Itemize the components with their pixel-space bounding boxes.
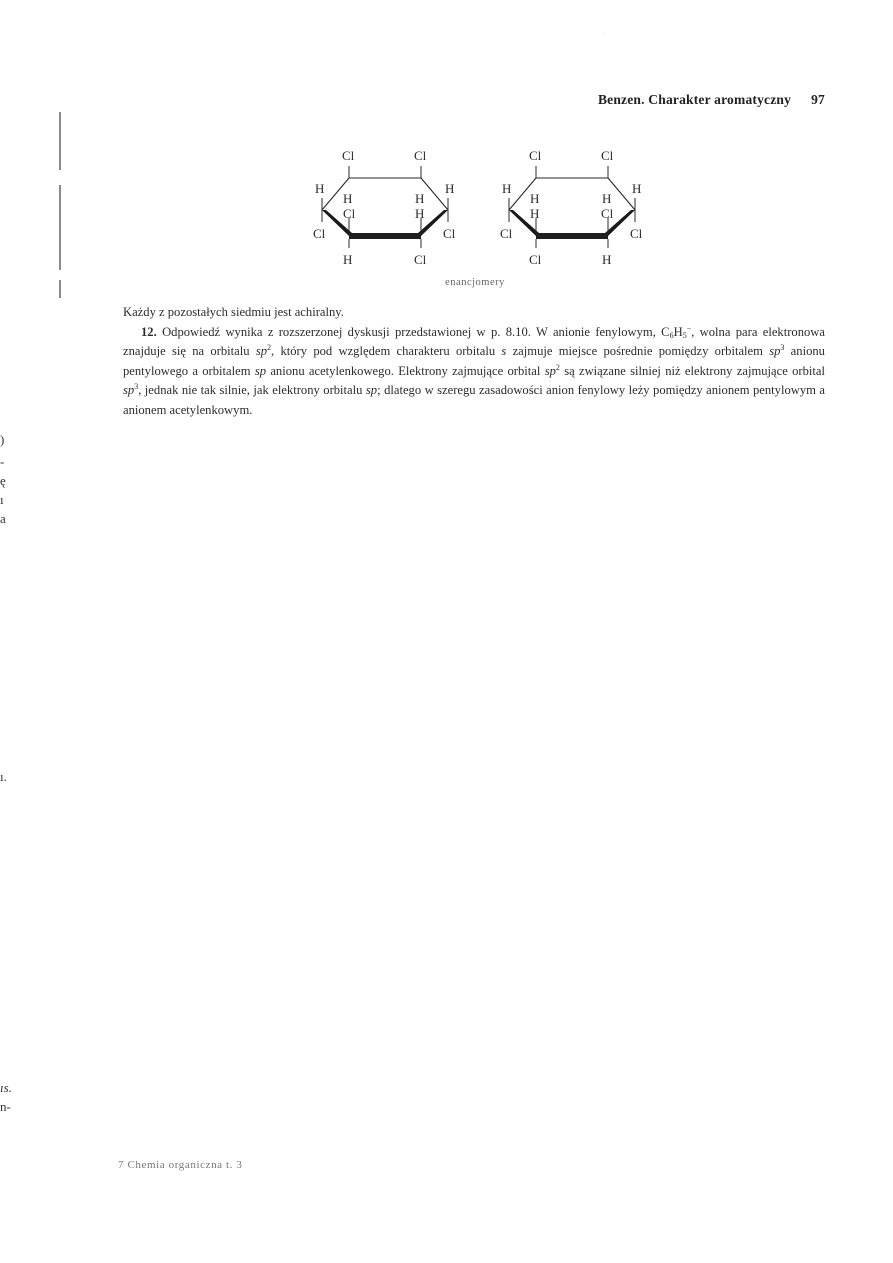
atom-label: Cl	[342, 148, 355, 163]
atom-label: Cl	[443, 226, 456, 241]
margin-fragment: )	[0, 432, 5, 447]
margin-fragment: ı.	[0, 769, 7, 784]
margin-fragment: ı	[0, 492, 4, 507]
atom-label: Cl	[500, 226, 513, 241]
atom-label: H	[530, 191, 540, 206]
atom-label: H	[315, 181, 325, 196]
page-number: 97	[811, 92, 825, 107]
atom-label: Cl	[313, 226, 326, 241]
signature-footer: 7 Chemia organiczna t. 3	[118, 1159, 243, 1171]
atom-label: Cl	[529, 252, 542, 267]
atom-label: H	[602, 252, 612, 267]
atom-label: H	[445, 181, 455, 196]
paragraph-achiral: Każdy z pozostałych siedmiu jest achiralny.	[123, 305, 344, 319]
atom-label: Cl	[601, 148, 614, 163]
running-head-title: Benzen. Charakter aromatyczny	[597, 92, 792, 107]
atom-label: H	[632, 181, 642, 196]
atom-label: Cl	[601, 206, 614, 221]
atom-label: Cl	[343, 206, 356, 221]
running-head	[540, 92, 825, 108]
atom-label: Cl	[414, 252, 427, 267]
margin-fragment: ę	[0, 473, 6, 488]
atom-label: H	[343, 191, 353, 206]
atom-label: Cl	[630, 226, 643, 241]
atom-label: H	[530, 206, 540, 221]
atom-label: Cl	[414, 148, 427, 163]
atom-label: H	[415, 191, 425, 206]
gutter-shadow-line	[59, 280, 61, 298]
atom-label: Cl	[529, 148, 542, 163]
scan-speck	[603, 33, 604, 34]
answer-number: 12.	[141, 324, 157, 339]
margin-fragment: -	[0, 454, 5, 469]
atom-label: H	[415, 206, 425, 221]
right-cyclohexane-structure	[500, 148, 643, 267]
margin-fragment: a	[0, 511, 6, 526]
atom-label: H	[343, 252, 353, 267]
margin-fragment: n-	[0, 1099, 11, 1114]
atom-label: H	[502, 181, 512, 196]
body-text	[123, 303, 825, 420]
gutter-shadow-line	[59, 185, 61, 270]
enantiomer-figure	[300, 140, 660, 290]
figure-caption: enancjomery	[445, 277, 505, 288]
margin-fragment: ıs.	[0, 1080, 12, 1095]
gutter-shadow-line	[59, 112, 61, 170]
atom-label: H	[602, 191, 612, 206]
left-cyclohexane-structure	[313, 148, 456, 267]
paragraph-answer-12: 12. Odpowiedź wynika z rozszerzonej dyskusji przedstawionej w p. 8.10. W anionie fenylowym, $C_6H_5^-$, wolna para elektronowa znajduje się na orbitalu $sp^2$, który pod względem charakteru orbitalu s zajmuje miejsce pośrednie pomiędzy orbitalem $sp^3$ anionu pentylowego a orbitalem sp anionu acetylenkowego. Elektrony zajmujące orbital $sp^2$ są związane silniej niż elektrony zajmujące orbital $sp^3$, jednak nie tak silnie, jak elektrony orbitalu sp; dlatego w szeregu zasadowości anion fenylowy leży pomiędzy anionem pentylowym a anionem acetylenkowym.	[123, 323, 825, 417]
